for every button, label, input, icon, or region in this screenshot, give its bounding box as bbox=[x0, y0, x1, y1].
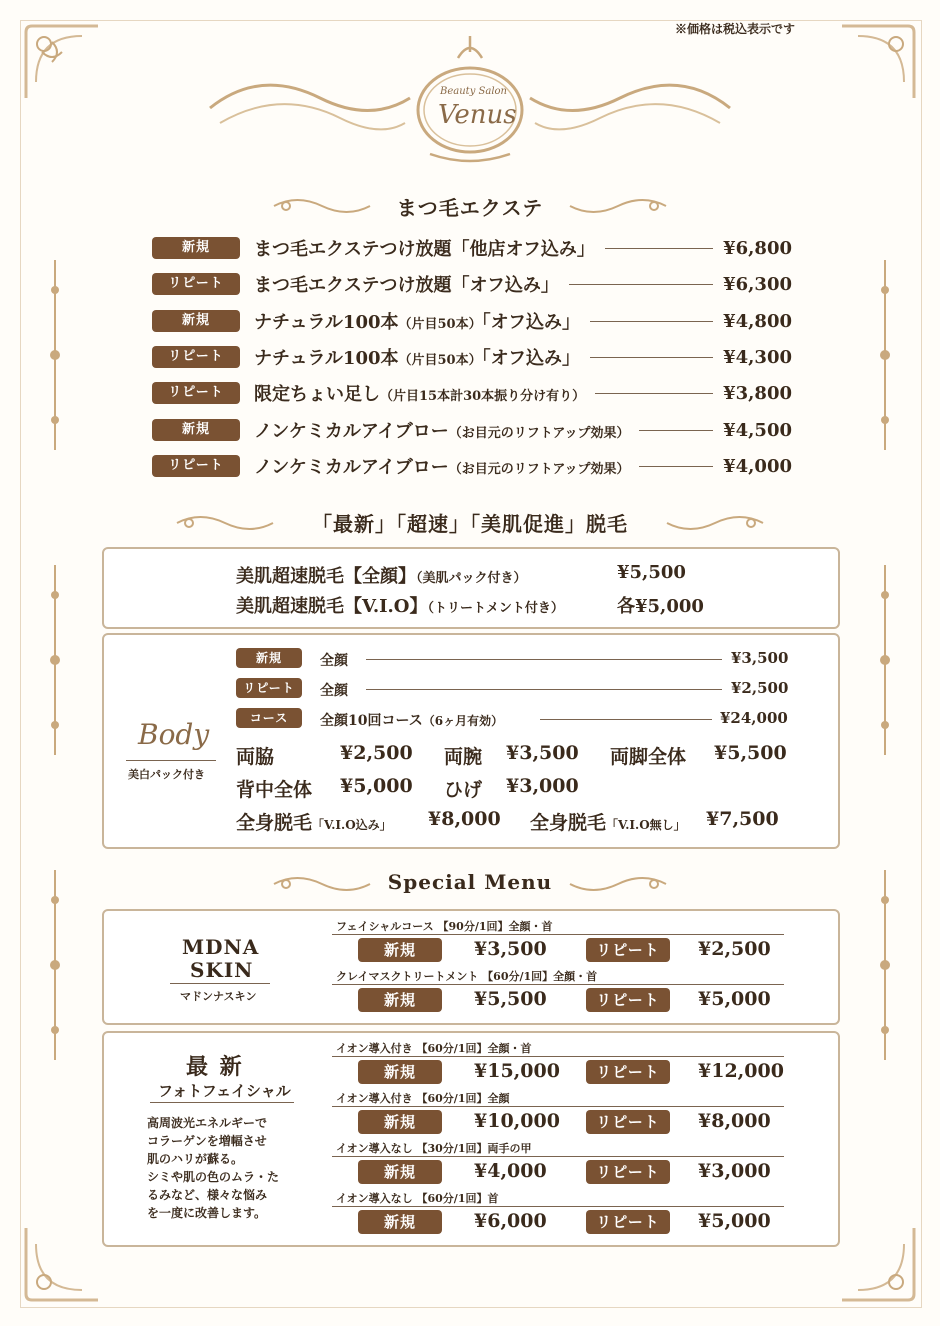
photo-desc: るみなど、様々な悩み bbox=[147, 1188, 268, 1202]
lash-row bbox=[152, 235, 792, 261]
repeat-price: ¥5,000 bbox=[698, 988, 771, 1010]
lash-row bbox=[152, 380, 792, 406]
menu-name-main: ノンケミカルアイブロー bbox=[254, 457, 449, 478]
part-name: 両腕 bbox=[444, 746, 483, 768]
leader-line bbox=[639, 430, 713, 431]
part-price: ¥3,500 bbox=[506, 742, 579, 764]
lash-row bbox=[152, 308, 792, 334]
full-body-name: 全身脱毛 bbox=[236, 812, 313, 834]
full-body-note: 「V.I.O無し」 bbox=[606, 818, 686, 832]
side-ornament-icon bbox=[877, 870, 893, 1064]
repeat-badge: リピート bbox=[152, 455, 240, 477]
body-list-name: 全顔 bbox=[320, 683, 348, 699]
lash-row bbox=[152, 417, 792, 443]
menu-name bbox=[254, 417, 629, 443]
new-price: ¥6,000 bbox=[474, 1210, 547, 1232]
leader-line bbox=[540, 719, 712, 720]
face-item-price: ¥5,500 bbox=[617, 562, 686, 583]
new-badge: 新規 bbox=[152, 310, 240, 332]
body-list-name bbox=[320, 710, 503, 730]
face-item-price: 各¥5,000 bbox=[617, 596, 704, 617]
corner-ornament-icon bbox=[838, 1224, 918, 1304]
part-name: 背中全体 bbox=[236, 779, 313, 801]
new-price: ¥15,000 bbox=[474, 1060, 560, 1082]
repeat-badge: リピート bbox=[586, 1110, 670, 1134]
lash-row bbox=[152, 453, 792, 479]
new-price: ¥10,000 bbox=[474, 1110, 560, 1132]
repeat-badge: リピート bbox=[586, 1160, 670, 1184]
item-line bbox=[332, 984, 784, 985]
corner-ornament-icon bbox=[22, 22, 102, 102]
menu-name-main: ナチュラル100本 bbox=[254, 348, 399, 369]
photo-subtitle: フォトフェイシャル bbox=[158, 1082, 291, 1100]
body-list-name: 全顔 bbox=[320, 653, 348, 669]
menu-price: ¥4,500 bbox=[723, 419, 792, 441]
full-body-price: ¥7,500 bbox=[706, 808, 779, 830]
full-body-note: 「V.I.O込み」 bbox=[312, 818, 392, 832]
face-item-note: （美肌パック付き） bbox=[416, 571, 527, 586]
body-list-name-main: 全顔10回コース bbox=[320, 713, 423, 729]
repeat-badge: リピート bbox=[152, 273, 240, 295]
side-ornament-icon bbox=[47, 260, 63, 454]
full-body-item bbox=[530, 808, 686, 835]
logo-small-text: Beauty Salon bbox=[440, 86, 507, 97]
side-ornament-icon bbox=[877, 565, 893, 759]
item-line bbox=[332, 1156, 784, 1157]
new-badge: 新規 bbox=[358, 938, 442, 962]
mdna-name: SKIN bbox=[190, 958, 254, 982]
repeat-badge: リピート bbox=[236, 678, 302, 698]
menu-price: ¥4,000 bbox=[723, 455, 792, 477]
leader-line bbox=[366, 659, 722, 660]
menu-name-main: ノンケミカルアイブロー bbox=[254, 421, 449, 442]
item-line bbox=[332, 1206, 784, 1207]
body-list-price: ¥2,500 bbox=[731, 679, 789, 697]
body-label: Body bbox=[138, 718, 210, 751]
course-badge: コース bbox=[236, 708, 302, 728]
leader-line bbox=[639, 466, 713, 467]
part-price: ¥5,000 bbox=[340, 775, 413, 797]
face-item-name: 美肌超速脱毛【全顔】 bbox=[236, 566, 416, 587]
face-item bbox=[236, 562, 527, 588]
side-ornament-icon bbox=[47, 870, 63, 1064]
part-price: ¥2,500 bbox=[340, 742, 413, 764]
special-item-title: イオン導入付き 【60分/1回】全顔 bbox=[336, 1092, 510, 1105]
leader-line bbox=[569, 284, 713, 285]
body-label-line bbox=[126, 760, 216, 761]
menu-name-main: ナチュラル100本 bbox=[254, 312, 399, 333]
special-section-title: Special Menu bbox=[387, 870, 553, 894]
lash-row bbox=[152, 271, 792, 297]
special-item-title: イオン導入付き 【60分/1回】全顔・首 bbox=[336, 1042, 532, 1055]
item-line bbox=[332, 1106, 784, 1107]
menu-name-note: （お目元のリフトアップ効果） bbox=[448, 462, 630, 477]
photo-title: 最 新 bbox=[186, 1054, 244, 1080]
part-price: ¥3,000 bbox=[506, 775, 579, 797]
new-price: ¥3,500 bbox=[474, 938, 547, 960]
new-price: ¥4,000 bbox=[474, 1160, 547, 1182]
menu-name-note: （お目元のリフトアップ効果） bbox=[448, 426, 630, 441]
face-item bbox=[236, 592, 564, 618]
leader-line bbox=[605, 248, 713, 249]
mdna-kana: マドンナスキン bbox=[180, 990, 257, 1003]
repeat-badge: リピート bbox=[586, 988, 670, 1012]
mdna-line bbox=[170, 983, 270, 984]
menu-price: ¥3,800 bbox=[723, 382, 792, 404]
menu-name bbox=[254, 453, 629, 479]
leader-line bbox=[595, 393, 713, 394]
repeat-price: ¥3,000 bbox=[698, 1160, 771, 1182]
photo-desc: を一度に改善します。 bbox=[147, 1206, 267, 1220]
repeat-badge: リピート bbox=[586, 1210, 670, 1234]
photo-desc: コラーゲンを増幅させ bbox=[147, 1134, 267, 1148]
new-badge: 新規 bbox=[358, 988, 442, 1012]
menu-name-note: （片目50本） bbox=[398, 353, 482, 368]
photo-line bbox=[150, 1102, 294, 1103]
special-item-title: クレイマスクトリートメント 【60分/1回】全顔・首 bbox=[336, 970, 598, 983]
part-name: 両脇 bbox=[236, 746, 275, 768]
lash-row bbox=[152, 344, 792, 370]
body-list-price: ¥24,000 bbox=[720, 709, 788, 727]
new-badge: 新規 bbox=[358, 1160, 442, 1184]
leader-line bbox=[590, 357, 713, 358]
item-line bbox=[332, 1056, 784, 1057]
photo-desc: 肌のハリが蘇る。 bbox=[147, 1152, 244, 1166]
menu-price: ¥6,300 bbox=[723, 273, 792, 295]
menu-name-main: 限定ちょい足し bbox=[254, 384, 380, 405]
body-list-note: （6ヶ月有効） bbox=[422, 714, 504, 728]
lash-section-title: まつ毛エクステ bbox=[396, 196, 544, 220]
menu-price: ¥4,800 bbox=[723, 310, 792, 332]
menu-name bbox=[254, 308, 580, 334]
special-item-title: フェイシャルコース 【90分/1回】全顔・首 bbox=[336, 920, 553, 933]
menu-price: ¥6,800 bbox=[723, 237, 792, 259]
new-badge: 新規 bbox=[358, 1210, 442, 1234]
menu-name bbox=[254, 380, 585, 406]
side-ornament-icon bbox=[877, 260, 893, 454]
face-item-note: （トリートメント付き） bbox=[427, 601, 564, 616]
repeat-badge: リピート bbox=[152, 346, 240, 368]
new-badge: 新規 bbox=[236, 648, 302, 668]
corner-ornament-icon bbox=[838, 22, 918, 102]
hair-section-title: 「最新」「超速」「美肌促進」脱毛 bbox=[312, 512, 628, 536]
logo-name: Venus bbox=[438, 100, 517, 130]
body-list-price: ¥3,500 bbox=[731, 649, 789, 667]
repeat-price: ¥5,000 bbox=[698, 1210, 771, 1232]
repeat-badge: リピート bbox=[586, 938, 670, 962]
full-body-price: ¥8,000 bbox=[428, 808, 501, 830]
repeat-price: ¥12,000 bbox=[698, 1060, 784, 1082]
new-price: ¥5,500 bbox=[474, 988, 547, 1010]
menu-name-note: （片目15本計30本振り分け有り） bbox=[380, 389, 586, 404]
corner-ornament-icon bbox=[22, 1224, 102, 1304]
side-ornament-icon bbox=[47, 565, 63, 759]
repeat-badge: リピート bbox=[152, 382, 240, 404]
face-item-name: 美肌超速脱毛【V.I.O】 bbox=[236, 596, 428, 617]
menu-name: まつ毛エクステつけ放題「他店オフ込み」 bbox=[254, 239, 595, 260]
menu-name: まつ毛エクステつけ放題「オフ込み」 bbox=[254, 275, 559, 296]
body-sub: 美白パック付き bbox=[128, 768, 205, 781]
part-name: 両脚全体 bbox=[610, 746, 687, 768]
item-line bbox=[332, 934, 784, 935]
tax-note: ※価格は税込表示です bbox=[674, 22, 795, 36]
new-badge: 新規 bbox=[152, 419, 240, 441]
part-name: ひげ bbox=[444, 779, 483, 801]
repeat-price: ¥2,500 bbox=[698, 938, 771, 960]
mdna-name: MDNA bbox=[182, 935, 260, 959]
menu-name-suffix: 「オフ込み」 bbox=[481, 348, 581, 369]
leader-line bbox=[366, 689, 722, 690]
special-item-title: イオン導入なし 【60分/1回】首 bbox=[336, 1192, 499, 1205]
special-item-title: イオン導入なし 【30分/1回】両手の甲 bbox=[336, 1142, 532, 1155]
part-price: ¥5,500 bbox=[714, 742, 787, 764]
repeat-badge: リピート bbox=[586, 1060, 670, 1084]
full-body-name: 全身脱毛 bbox=[530, 812, 607, 834]
repeat-price: ¥8,000 bbox=[698, 1110, 771, 1132]
new-badge: 新規 bbox=[358, 1110, 442, 1134]
photo-desc: 高周波光エネルギーで bbox=[147, 1116, 268, 1130]
photo-desc: シミや肌の色のムラ・た bbox=[147, 1170, 280, 1184]
new-badge: 新規 bbox=[358, 1060, 442, 1084]
full-body-item bbox=[236, 808, 392, 835]
venus-logo bbox=[200, 28, 740, 168]
menu-name-suffix: 「オフ込み」 bbox=[481, 312, 581, 333]
menu-name-note: （片目50本） bbox=[398, 317, 482, 332]
leader-line bbox=[590, 321, 713, 322]
menu-price: ¥4,300 bbox=[723, 346, 792, 368]
new-badge: 新規 bbox=[152, 237, 240, 259]
menu-name bbox=[254, 344, 580, 370]
